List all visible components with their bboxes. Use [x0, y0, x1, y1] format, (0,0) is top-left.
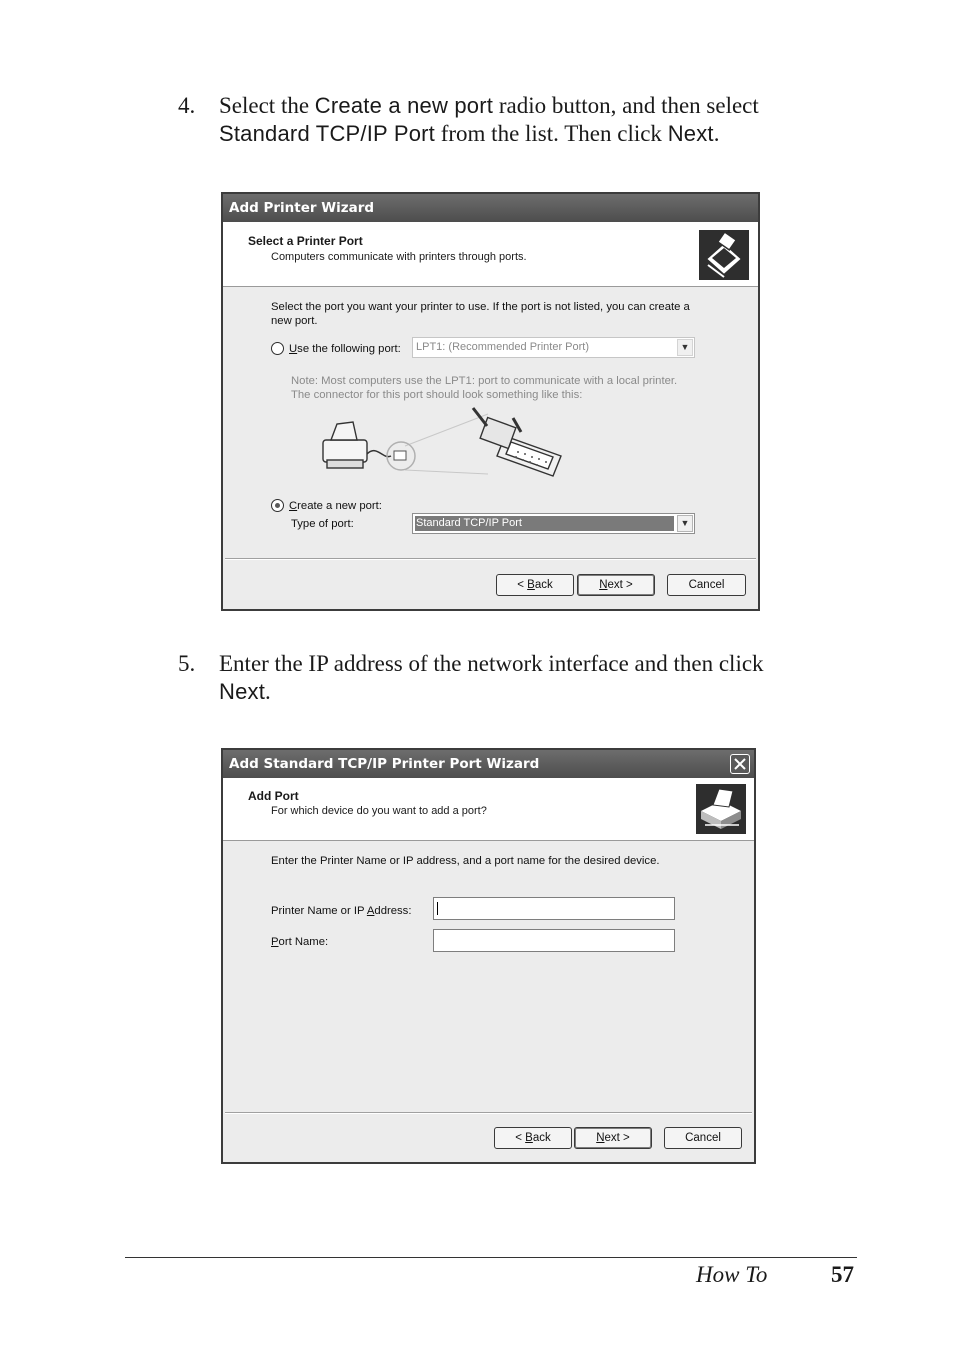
type-of-port-select[interactable] [412, 513, 695, 534]
chevron-down-icon[interactable]: ▼ [677, 339, 693, 356]
dialog-titlebar[interactable] [223, 194, 758, 222]
intro-line: new port. [271, 315, 318, 327]
page-number: 57 [831, 1262, 854, 1287]
mnemonic: P [271, 936, 279, 948]
mnemonic: C [289, 500, 298, 512]
header-subtitle: Computers communicate with printers through ports. [271, 251, 527, 263]
create-new-port-radio[interactable] [271, 499, 284, 512]
ui-term: Create a new port [314, 93, 494, 118]
step-number: 5. [178, 651, 196, 676]
mnemonic: B [527, 579, 535, 591]
back-button[interactable] [494, 1127, 572, 1149]
create-new-port-label[interactable] [289, 499, 382, 513]
mnemonic: N [599, 579, 608, 591]
back-button[interactable] [496, 574, 574, 596]
cancel-button[interactable]: Cancel [667, 574, 746, 596]
select-value: LPT1: (Recommended Printer Port) [416, 341, 590, 353]
dialog-title: Add Standard TCP/IP Printer Port Wizard [229, 756, 540, 772]
button-label: ext > [607, 579, 633, 591]
step-4-instruction [178, 92, 878, 152]
parallel-connector-illustration [313, 404, 583, 488]
dialog-title: Add Printer Wizard [229, 200, 375, 216]
add-printer-wizard-dialog [221, 192, 760, 611]
label-text: Printer Name or IP [271, 905, 367, 917]
label-text: ort Name: [278, 936, 329, 948]
intro-text: Enter the Printer Name or IP address, and a port name for the desired device. [271, 855, 660, 867]
button-label: ack [534, 579, 553, 591]
network-printer-icon [695, 783, 747, 835]
note-text [291, 374, 711, 402]
step-number: 4. [178, 93, 196, 118]
existing-port-select[interactable] [412, 337, 695, 358]
label-text: se the following port: [297, 343, 401, 355]
footer-rule [125, 1257, 857, 1258]
step-text: from the list. Then click [434, 121, 668, 146]
mnemonic: U [289, 343, 298, 355]
port-name-label [271, 935, 328, 949]
printer-wizard-icon [698, 229, 750, 281]
step-text: Select the [219, 93, 315, 118]
note-line: The connector for this port should look something like this: [291, 389, 583, 401]
footer-section: How To [696, 1262, 768, 1287]
printer-name-ip-input[interactable] [433, 897, 675, 920]
ui-term: Next [219, 679, 266, 704]
use-following-port-label[interactable] [289, 342, 401, 356]
select-value: Standard TCP/IP Port [416, 517, 522, 529]
wizard-header [223, 222, 758, 287]
ui-term: Next [667, 121, 714, 146]
mnemonic: B [525, 1132, 533, 1144]
label-text: reate a new port: [297, 500, 382, 512]
wizard-header [223, 778, 754, 841]
add-tcpip-port-wizard-dialog [221, 748, 756, 1164]
port-name-input[interactable] [433, 929, 675, 952]
note-line: Note: Most computers use the LPT1: port to communicate with a local printer. [291, 375, 678, 387]
intro-text [271, 300, 711, 328]
divider [225, 558, 756, 560]
close-icon[interactable] [730, 754, 750, 774]
button-label: < [517, 579, 528, 591]
printer-name-label [271, 904, 411, 918]
step-text: . [713, 121, 720, 146]
ui-term: Standard TCP/IP Port [219, 121, 435, 146]
header-title: Select a Printer Port [248, 234, 363, 248]
dialog-titlebar[interactable] [223, 750, 754, 778]
button-label: ext > [604, 1132, 630, 1144]
step-5-instruction [178, 650, 878, 710]
next-button[interactable] [577, 574, 655, 596]
divider [225, 1112, 752, 1114]
button-label: ack [532, 1132, 551, 1144]
type-of-port-label: Type of port: [291, 518, 354, 530]
label-text: ddress: [374, 905, 412, 917]
button-label: < [515, 1132, 526, 1144]
intro-line: Select the port you want your printer to use. If the port is not listed, you can create a [271, 301, 690, 313]
header-subtitle: For which device do you want to add a port? [271, 805, 487, 817]
next-button[interactable] [574, 1127, 652, 1149]
cancel-button[interactable]: Cancel [664, 1127, 742, 1149]
step-text: . [265, 679, 271, 704]
step-text: radio button, and then select [493, 93, 759, 118]
header-title: Add Port [248, 789, 299, 803]
step-text: Enter the IP address of the network interface and then click [219, 651, 764, 676]
text-cursor [437, 902, 438, 915]
chevron-down-icon[interactable]: ▼ [677, 515, 693, 532]
use-following-port-radio[interactable] [271, 342, 284, 355]
mnemonic: N [596, 1132, 605, 1144]
mnemonic: A [366, 905, 375, 917]
